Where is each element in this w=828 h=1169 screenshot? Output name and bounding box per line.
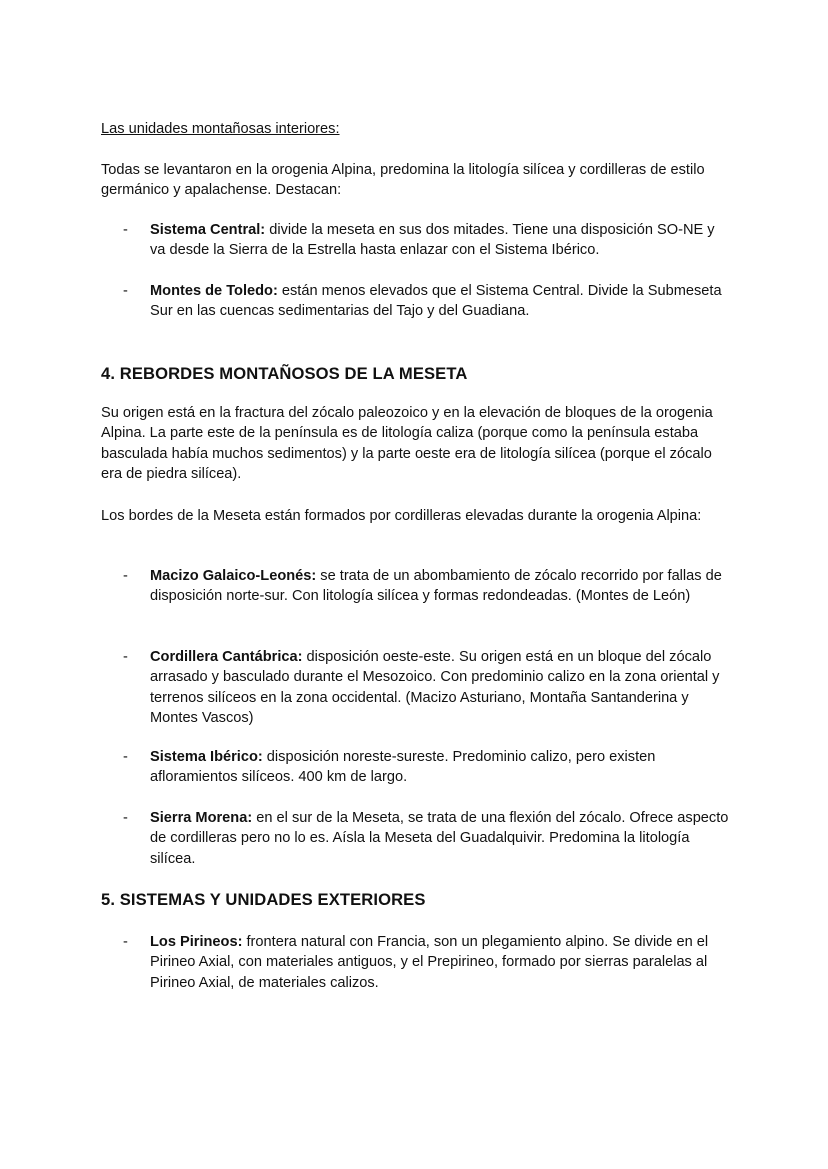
list-item-term: Sierra Morena:	[150, 810, 253, 826]
list-item-text	[150, 220, 730, 261]
bullet-dash: -	[123, 222, 128, 238]
section-4-paragraph-2: Los bordes de la Meseta están formados por cordilleras elevadas durante la orogenia Alpina:	[101, 508, 702, 524]
list-item-body: disposición oeste-este. Su origen está en un bloque del zócalo arrasado y basculado durante el Mesozoico. Con predominio calizo en la zona oriental y terrenos silíceos en la zona occidental. (Macizo Asturiano, Montaña Santanderina y Montes Vascos)	[150, 649, 720, 726]
bullet-dash: -	[123, 649, 128, 665]
list-item-text	[150, 932, 730, 993]
list-item-term: Sistema Central:	[150, 222, 266, 238]
list-item-term: Cordillera Cantábrica:	[150, 649, 303, 665]
list-item-term: Macizo Galaico-Leonés:	[150, 568, 317, 584]
intro-paragraph: Todas se levantaron en la orogenia Alpina, predomina la litología silícea y cordilleras de estilo germánico y apalachense. Destacan:	[101, 162, 705, 199]
section-title-interior: Las unidades montañosas interiores:	[101, 121, 340, 137]
list-item-text	[150, 566, 730, 607]
list-item-text	[150, 647, 730, 728]
list-item-body: están menos elevados que el Sistema Central. Divide la Submeseta Sur en las cuencas sedimentarias del Tajo y del Guadiana.	[150, 283, 722, 320]
list-item-text	[150, 281, 730, 322]
list-item-body: en el sur de la Meseta, se trata de una flexión del zócalo. Ofrece aspecto de cordilleras pero no lo es. Aísla la Meseta del Guadalquivir. Predomina la litología silícea.	[150, 810, 729, 867]
section-heading-4: 4. REBORDES MONTAÑOSOS DE LA MESETA	[101, 364, 468, 383]
list-item-body: se trata de un abombamiento de zócalo recorrido por fallas de disposición norte-sur. Con litología silícea y formas redondeadas. (Montes de León)	[150, 568, 722, 605]
list-item-text	[150, 808, 730, 869]
list-item-term: Montes de Toledo:	[150, 283, 278, 299]
list-item-term: Los Pirineos:	[150, 934, 243, 950]
bullet-dash: -	[123, 568, 128, 584]
section-heading-5: 5. SISTEMAS Y UNIDADES EXTERIORES	[101, 890, 426, 909]
bullet-dash: -	[123, 810, 128, 826]
bullet-dash: -	[123, 749, 128, 765]
bullet-dash: -	[123, 934, 128, 950]
section-4-paragraph-1: Su origen está en la fractura del zócalo paleozoico y en la elevación de bloques de la orogenia Alpina. La parte este de la península es de litología caliza (porque como la península estaba basculada había muchos sedimentos) y la parte oeste era de litología silícea (porque el zócalo era de piedra silícea).	[101, 405, 713, 482]
list-item-body: divide la meseta en sus dos mitades. Tiene una disposición SO-NE y va desde la Sierra de la Estrella hasta enlazar con el Sistema Ibérico.	[150, 222, 715, 259]
list-item-term: Sistema Ibérico:	[150, 749, 263, 765]
list-item-text	[150, 747, 730, 788]
bullet-dash: -	[123, 283, 128, 299]
list-item-body: frontera natural con Francia, son un plegamiento alpino. Se divide en el Pirineo Axial, con materiales antiguos, y el Prepirineo, formado por sierras paralelas al Pirineo Axial, de materiales calizos.	[150, 934, 709, 991]
list-item-body: disposición noreste-sureste. Predominio calizo, pero existen afloramientos silíceos. 400 km de largo.	[150, 749, 656, 786]
